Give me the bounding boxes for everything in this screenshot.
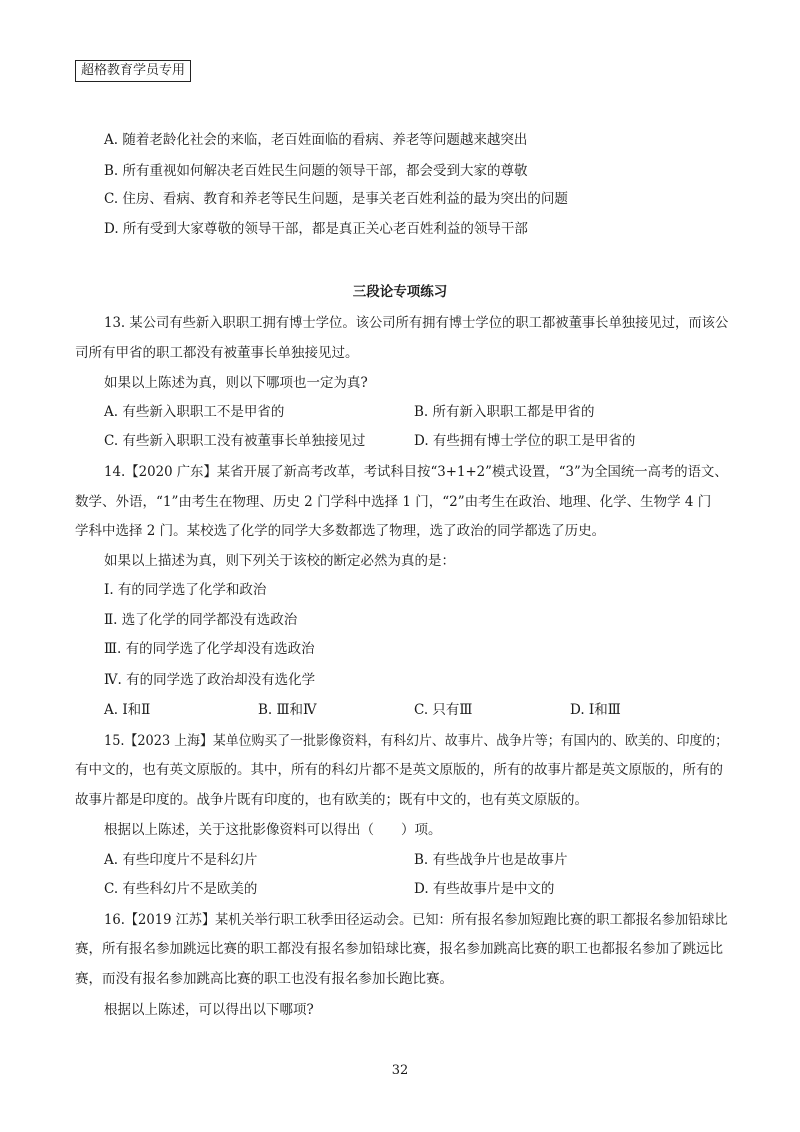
q16-stem-line3: 赛，而没有报名参加跳高比赛的职工也没有报名参加长跑比赛。 (75, 971, 453, 987)
page-number: 32 (391, 1063, 409, 1078)
q14-stem-line2: 数学、外语，“1”由考生在物理、历史 2 门学科中选择 1 门，“2”由考生在政治、地理、化学、生物学 4 门 (75, 494, 712, 510)
q14-statement-4: Ⅳ. 有的同学选了政治却没有选化学 (104, 672, 316, 688)
q15-stem-line1: 15.【2023 上海】某单位购买了一批影像资料，有科幻片、故事片、战争片等；有国内的、欧美的、印度的； (104, 733, 729, 749)
q13-option-d: D. 有些拥有博士学位的职工是甲省的 (414, 433, 636, 449)
q15-option-b: B. 有些战争片也是故事片 (414, 852, 568, 868)
q13-stem-line2: 司所有甲省的职工都没有被董事长单独接见过。 (75, 345, 359, 361)
q16-stem-line1: 16.【2019 江苏】某机关举行职工秋季田径运动会。已知：所有报名参加短跑比赛的职工都报名参加铅球比 (104, 912, 728, 928)
q16-question: 根据以上陈述，可以得出以下哪项? (104, 1002, 314, 1018)
watermark-label: 超格教育学员专用 (75, 60, 191, 82)
q14-option-c: C. 只有Ⅲ (414, 702, 473, 718)
q13-option-b: B. 所有新入职职工都是甲省的 (414, 404, 595, 420)
section-title: 三段论专项练习 (352, 284, 448, 300)
q15-question: 根据以上陈述，关于这批影像资料可以得出（ ）项。 (104, 822, 442, 838)
q13-option-c: C. 有些新入职职工没有被董事长单独接见过 (104, 433, 366, 449)
q14-statement-1: Ⅰ. 有的同学选了化学和政治 (104, 582, 267, 598)
q16-stem-line2: 赛，所有报名参加跳远比赛的职工都没有报名参加铅球比赛，报名参加跳高比赛的职工也都报名参加了跳远比 (75, 941, 723, 957)
prev-option-a: A. 随着老龄化社会的来临，老百姓面临的看病、养老等问题越来越突出 (104, 132, 528, 148)
q15-stem-line3: 故事片都是印度的。战争片既有印度的，也有欧美的；既有中文的，也有英文原版的。 (75, 792, 588, 808)
q14-option-a: A. Ⅰ和Ⅱ (104, 702, 151, 718)
q15-option-d: D. 有些故事片是中文的 (414, 881, 555, 897)
q13-option-a: A. 有些新入职职工不是甲省的 (104, 404, 285, 420)
q15-option-c: C. 有些科幻片不是欧美的 (104, 881, 258, 897)
q13-stem-line1: 13. 某公司有些新入职职工拥有博士学位。该公司所有拥有博士学位的职工都被董事长单独接见过，而该公 (104, 315, 729, 331)
q15-option-a: A. 有些印度片不是科幻片 (104, 852, 258, 868)
q14-option-d: D. Ⅰ和Ⅲ (570, 702, 621, 718)
q13-question: 如果以上陈述为真，则以下哪项也一定为真? (104, 375, 368, 391)
q15-stem-line2: 有中文的，也有英文原版的。其中，所有的科幻片都不是英文原版的，所有的故事片都是英文原版的，所有的 (75, 762, 723, 778)
q14-stem-line3: 学科中选择 2 门。某校选了化学的同学大多数都选了物理，选了政治的同学都选了历史。 (75, 523, 606, 539)
prev-option-c: C. 住房、看病、教育和养老等民生问题，是事关老百姓利益的最为突出的问题 (104, 191, 568, 207)
q14-option-b: B. Ⅲ和Ⅳ (258, 702, 317, 718)
q14-question: 如果以上描述为真，则下列关于该校的断定必然为真的是： (104, 553, 455, 569)
q14-stem-line1: 14.【2020 广东】某省开展了新高考改革，考试科目按“3+1+2”模式设置，“3”为全国统一高考的语文、 (104, 464, 728, 480)
q14-statement-2: Ⅱ. 选了化学的同学都没有选政治 (104, 612, 298, 628)
prev-option-d: D. 所有受到大家尊敬的领导干部，都是真正关心老百姓利益的领导干部 (104, 221, 528, 237)
prev-option-b: B. 所有重视如何解决老百姓民生问题的领导干部，都会受到大家的尊敬 (104, 163, 528, 179)
q14-statement-3: Ⅲ. 有的同学选了化学却没有选政治 (104, 641, 315, 657)
